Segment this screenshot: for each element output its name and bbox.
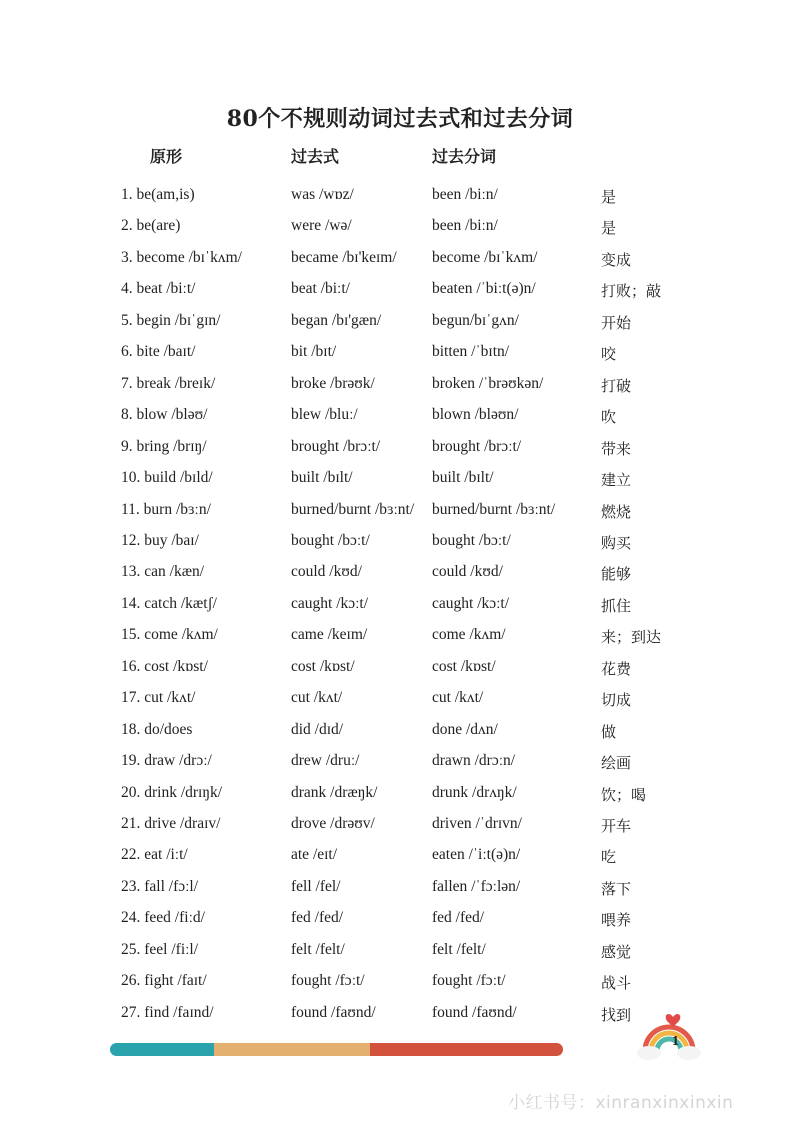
- past-participle-cell: eaten /ˈiːt(ə)n/: [432, 846, 521, 864]
- meaning-cell: 带来: [601, 439, 632, 458]
- past-tense-cell: drank /dræŋk/: [291, 783, 378, 801]
- past-participle-cell: broken /ˈbrəʊkən/: [432, 374, 544, 392]
- base-form-cell: 26. fight /faɪt/: [121, 972, 207, 990]
- past-participle-cell: blown /bləʊn/: [432, 406, 519, 424]
- table-row: [0, 972, 800, 996]
- past-participle-cell: could /kʊd/: [432, 563, 503, 581]
- rainbow-cloud-icon: [633, 1003, 703, 1063]
- header-past-participle: 过去分词: [432, 147, 497, 166]
- table-row: [0, 941, 800, 965]
- past-tense-cell: burned/burnt /bɜːnt/: [291, 500, 415, 518]
- past-tense-cell: cost /kɒst/: [291, 657, 355, 675]
- base-form-cell: 12. buy /baɪ/: [121, 531, 199, 549]
- past-participle-cell: felt /felt/: [432, 940, 486, 958]
- table-row: [0, 846, 800, 870]
- table-row: [0, 186, 800, 210]
- past-tense-cell: fed /fed/: [291, 909, 344, 927]
- past-participle-cell: burned/burnt /bɜːnt/: [432, 500, 556, 518]
- meaning-cell: 是: [601, 219, 617, 238]
- base-form-cell: 20. drink /drɪŋk/: [121, 783, 223, 801]
- table-row: [0, 532, 800, 556]
- meaning-cell: 做: [601, 722, 617, 741]
- past-tense-cell: ate /eɪt/: [291, 846, 338, 864]
- base-form-cell: 6. bite /baɪt/: [121, 343, 196, 361]
- past-tense-cell: fell /fel/: [291, 877, 341, 895]
- table-row: [0, 626, 800, 650]
- past-tense-cell: brought /brɔːt/: [291, 437, 381, 455]
- past-tense-cell: bought /bɔːt/: [291, 531, 370, 549]
- meaning-cell: 吹: [601, 408, 617, 427]
- past-participle-cell: brought /brɔːt/: [432, 437, 522, 455]
- past-participle-cell: cut /kʌt/: [432, 689, 484, 707]
- meaning-cell: 能够: [601, 565, 632, 584]
- meaning-cell: 打破: [601, 376, 632, 395]
- base-form-cell: 11. burn /bɜːn/: [121, 500, 211, 518]
- past-participle-cell: built /bɪlt/: [432, 469, 494, 487]
- base-form-cell: 13. can /kæn/: [121, 563, 205, 581]
- past-tense-cell: drew /druː/: [291, 752, 360, 770]
- tan-segment: [214, 1043, 370, 1056]
- past-tense-cell: could /kʊd/: [291, 563, 362, 581]
- meaning-cell: 绘画: [601, 754, 632, 773]
- page-number: 1: [672, 1034, 679, 1049]
- base-form-cell: 24. feed /fiːd/: [121, 909, 205, 927]
- past-participle-cell: been /biːn/: [432, 186, 498, 203]
- meaning-cell: 来；到达: [601, 628, 662, 647]
- base-form-cell: 5. begin /bɪˈgɪn/: [121, 311, 221, 329]
- base-form-cell: 16. cost /kɒst/: [121, 657, 208, 675]
- table-row: [0, 217, 800, 241]
- base-form-cell: 15. come /kʌm/: [121, 626, 218, 644]
- meaning-cell: 花费: [601, 659, 632, 678]
- past-tense-cell: blew /bluː/: [291, 406, 358, 424]
- meaning-cell: 饮；喝: [601, 785, 647, 804]
- past-tense-cell: found /faʊnd/: [291, 1003, 376, 1021]
- meaning-cell: 开始: [601, 313, 632, 332]
- meaning-cell: 落下: [601, 879, 632, 898]
- base-form-cell: 2. be(are): [121, 217, 181, 235]
- table-row: [0, 375, 800, 399]
- base-form-cell: 3. become /bɪˈkʌm/: [121, 248, 242, 266]
- past-participle-cell: drawn /drɔːn/: [432, 752, 516, 770]
- header-base-form: 原形: [150, 147, 183, 166]
- base-form-cell: 23. fall /fɔːl/: [121, 877, 199, 895]
- meaning-cell: 开车: [601, 817, 632, 835]
- table-row: [0, 501, 800, 525]
- meaning-cell: 找到: [601, 1005, 632, 1024]
- table-row: [0, 784, 800, 808]
- table-row: [0, 909, 800, 933]
- meaning-cell: 咬: [601, 345, 617, 364]
- decorative-color-bar: [110, 1043, 563, 1056]
- past-participle-cell: fought /fɔːt/: [432, 972, 506, 990]
- table-row: [0, 595, 800, 619]
- table-row: [0, 752, 800, 776]
- past-tense-cell: caught /kɔːt/: [291, 594, 369, 612]
- meaning-cell: 感觉: [601, 942, 632, 961]
- past-participle-cell: caught /kɔːt/: [432, 594, 510, 612]
- base-form-cell: 19. draw /drɔː/: [121, 752, 212, 770]
- meaning-cell: 购买: [601, 533, 632, 552]
- table-row: [0, 280, 800, 304]
- past-tense-cell: bit /bɪt/: [291, 343, 337, 361]
- base-form-cell: 1. be(am,is): [121, 186, 195, 203]
- past-tense-cell: drove /drəʊv/: [291, 815, 375, 832]
- past-tense-cell: built /bɪlt/: [291, 469, 353, 487]
- meaning-cell: 战斗: [601, 974, 632, 993]
- base-form-cell: 4. beat /biːt/: [121, 280, 196, 298]
- watermark: 小红书号：xinranxinxinxin: [508, 1093, 734, 1113]
- past-tense-cell: became /bɪ'keɪm/: [291, 248, 397, 266]
- base-form-cell: 25. feel /fiːl/: [121, 940, 199, 958]
- meaning-cell: 抓住: [601, 596, 632, 615]
- table-row: [0, 438, 800, 462]
- past-participle-cell: begun/bɪˈgʌn/: [432, 311, 519, 329]
- base-form-cell: 27. find /faɪnd/: [121, 1003, 214, 1021]
- table-row: [0, 343, 800, 367]
- table-row: [0, 312, 800, 336]
- past-tense-cell: fought /fɔːt/: [291, 972, 365, 990]
- red-segment: [370, 1043, 563, 1056]
- past-participle-cell: fed /fed/: [432, 909, 485, 927]
- teal-segment: [110, 1043, 214, 1056]
- table-row: [0, 563, 800, 587]
- past-participle-cell: found /faʊnd/: [432, 1003, 517, 1021]
- table-row: [0, 815, 800, 839]
- past-tense-cell: beat /biːt/: [291, 280, 350, 298]
- past-tense-cell: was /wɒz/: [291, 186, 354, 203]
- past-participle-cell: beaten /ˈbiːt(ə)n/: [432, 280, 536, 298]
- past-participle-cell: cost /kɒst/: [432, 657, 496, 675]
- past-participle-cell: been /biːn/: [432, 217, 498, 235]
- table-row: [0, 249, 800, 273]
- meaning-cell: 切成: [601, 691, 632, 710]
- meaning-cell: 建立: [601, 471, 632, 490]
- past-tense-cell: came /keɪm/: [291, 626, 368, 644]
- table-row: [0, 658, 800, 682]
- base-form-cell: 14. catch /kætʃ/: [121, 594, 217, 612]
- past-tense-cell: broke /brəʊk/: [291, 374, 375, 392]
- base-form-cell: 22. eat /iːt/: [121, 846, 188, 864]
- past-participle-cell: become /bɪˈkʌm/: [432, 248, 538, 266]
- table-row: [0, 406, 800, 430]
- table-row: [0, 721, 800, 745]
- past-tense-cell: began /bɪ'gæn/: [291, 311, 382, 329]
- past-tense-cell: felt /felt/: [291, 940, 345, 958]
- past-participle-cell: drunk /drʌŋk/: [432, 783, 517, 801]
- past-participle-cell: driven /ˈdrɪvn/: [432, 815, 522, 832]
- header-past-tense: 过去式: [291, 147, 340, 166]
- past-participle-cell: bought /bɔːt/: [432, 531, 511, 549]
- meaning-cell: 打败；敲: [601, 282, 662, 301]
- base-form-cell: 10. build /bɪld/: [121, 469, 213, 487]
- base-form-cell: 21. drive /draɪv/: [121, 815, 221, 832]
- past-participle-cell: bitten /ˈbɪtn/: [432, 343, 510, 361]
- meaning-cell: 变成: [601, 250, 632, 269]
- table-row: [0, 878, 800, 902]
- base-form-cell: 18. do/does: [121, 720, 193, 738]
- meaning-cell: 喂养: [601, 911, 632, 930]
- page-title: 80个不规则动词过去式和过去分词: [226, 106, 574, 132]
- meaning-cell: 吃: [601, 848, 617, 867]
- table-row: [0, 689, 800, 713]
- past-participle-cell: come /kʌm/: [432, 626, 506, 644]
- table-row: [0, 469, 800, 493]
- past-participle-cell: fallen /ˈfɔːlən/: [432, 877, 521, 895]
- base-form-cell: 9. bring /brɪŋ/: [121, 437, 207, 455]
- base-form-cell: 8. blow /bləʊ/: [121, 406, 208, 424]
- past-tense-cell: cut /kʌt/: [291, 689, 343, 707]
- meaning-cell: 是: [601, 188, 617, 206]
- meaning-cell: 燃烧: [601, 502, 632, 521]
- past-tense-cell: did /dɪd/: [291, 720, 344, 738]
- past-tense-cell: were /wə/: [291, 217, 352, 235]
- base-form-cell: 7. break /breɪk/: [121, 374, 216, 392]
- past-participle-cell: done /dʌn/: [432, 720, 498, 738]
- base-form-cell: 17. cut /kʌt/: [121, 689, 196, 707]
